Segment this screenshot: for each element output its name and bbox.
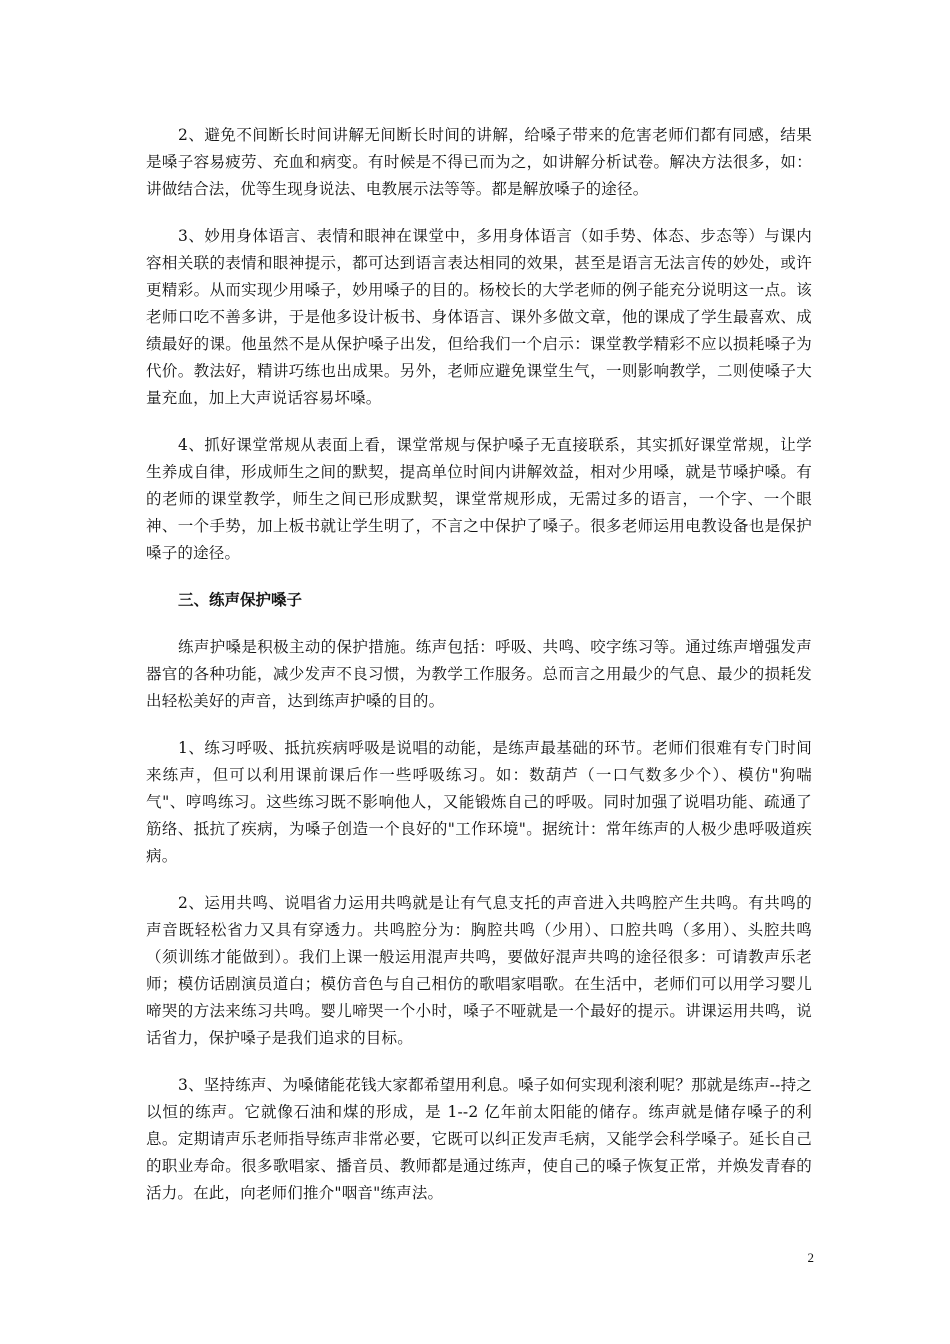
paragraph-avoid-continuous-lecturing: 2、避免不间断长时间讲解无间断长时间的讲解，给嗓子带来的危害老师们都有同感，结果是嗓子容易疲劳、充血和病变。有时候是不得已而为之，如讲解分析试卷。解决方法很多，如：讲做结合法，优等生现身说法、电教展示法等等。都是解放嗓子的途径。 — [146, 126, 812, 198]
paragraph-persistent-practice: 3、坚持练声、为嗓储能花钱大家都希望用利息。嗓子如何实现利滚利呢？那就是练声--持之以恒的练声。它就像石油和煤的形成，是 1--2 亿年前太阳能的储存。练声就是储存嗓子的利息。定期请声乐老师指导练声非常必要，它既可以纠正发声毛病，又能学会科学嗓子。延长自己的职业寿命。很多歌唱家、播音员、教师都是通过练声，使自己的嗓子恢复正常，并焕发青春的活力。在此，向老师们推介"咽音"练声法。 — [146, 1076, 812, 1202]
paragraph-resonance: 2、运用共鸣、说唱省力运用共鸣就是让有气息支托的声音进入共鸣腔产生共鸣。有共鸣的声音既轻松省力又具有穿透力。共鸣腔分为：胸腔共鸣（少用）、口腔共鸣（多用）、头腔共鸣（须训练才能做到）。我们上课一般运用混声共鸣，要做好混声共鸣的途径很多：可请教声乐老师；模仿话剧演员道白；模仿音色与自己相仿的歌唱家唱歌。在生活中，老师们可以用学习婴儿啼哭的方法来练习共鸣。婴儿啼哭一个小时，嗓子不哑就是一个最好的提示。讲课运用共鸣，说话省力，保护嗓子是我们追求的目标。 — [146, 894, 812, 1047]
paragraph-classroom-routine: 4、抓好课堂常规从表面上看，课堂常规与保护嗓子无直接联系，其实抓好课堂常规，让学生养成自律，形成师生之间的默契，提高单位时间内讲解效益，相对少用嗓，就是节嗓护嗓。有的老师的课堂教学，师生之间已形成默契，课堂常规形成，无需过多的语言，一个字、一个眼神、一个手势，加上板书就让学生明了，不言之中保护了嗓子。很多老师运用电教设备也是保护嗓子的途径。 — [146, 436, 812, 562]
paragraph-breathing-practice: 1、练习呼吸、抵抗疾病呼吸是说唱的动能，是练声最基础的环节。老师们很难有专门时间来练声，但可以利用课前课后作一些呼吸练习。如：数葫芦（一口气数多少个）、模仿"狗喘气"、哼鸣练习。这些练习既不影响他人，又能锻炼自己的呼吸。同时加强了说唱功能、疏通了筋络、抵抗了疾病，为嗓子创造一个良好的"工作环境"。据统计：常年练声的人极少患呼吸道疾病。 — [146, 739, 812, 865]
document-body — [146, 122, 812, 1227]
paragraph-body-language: 3、妙用身体语言、表情和眼神在课堂中，多用身体语言（如手势、体态、步态等）与课内容相关联的表情和眼神提示，都可达到语言表达相同的效果，甚至是语言无法言传的妙处，或许更精彩。从而实现少用嗓子，妙用嗓子的目的。杨校长的大学老师的例子能充分说明这一点。该老师口吃不善多讲，于是他多设计板书、身体语言、课外多做文章，他的课成了学生最喜欢、成绩最好的课。他虽然不是从保护嗓子出发，但给我们一个启示：课堂教学精彩不应以损耗嗓子为代价。教法好，精讲巧练也出成果。另外，老师应避免课堂生气，一则影响教学，二则使嗓子大量充血，加上大声说话容易坏嗓。 — [146, 227, 812, 407]
section-heading: 三、练声保护嗓子 — [178, 591, 303, 609]
paragraph-voice-training-intro: 练声护嗓是积极主动的保护措施。练声包括：呼吸、共鸣、咬字练习等。通过练声增强发声器官的各种功能，减少发声不良习惯，为教学工作服务。总而言之用最少的气息、最少的损耗发出轻松美好的声音，达到练声护嗓的目的。 — [146, 638, 812, 710]
page-number: 2 — [807, 1250, 814, 1265]
